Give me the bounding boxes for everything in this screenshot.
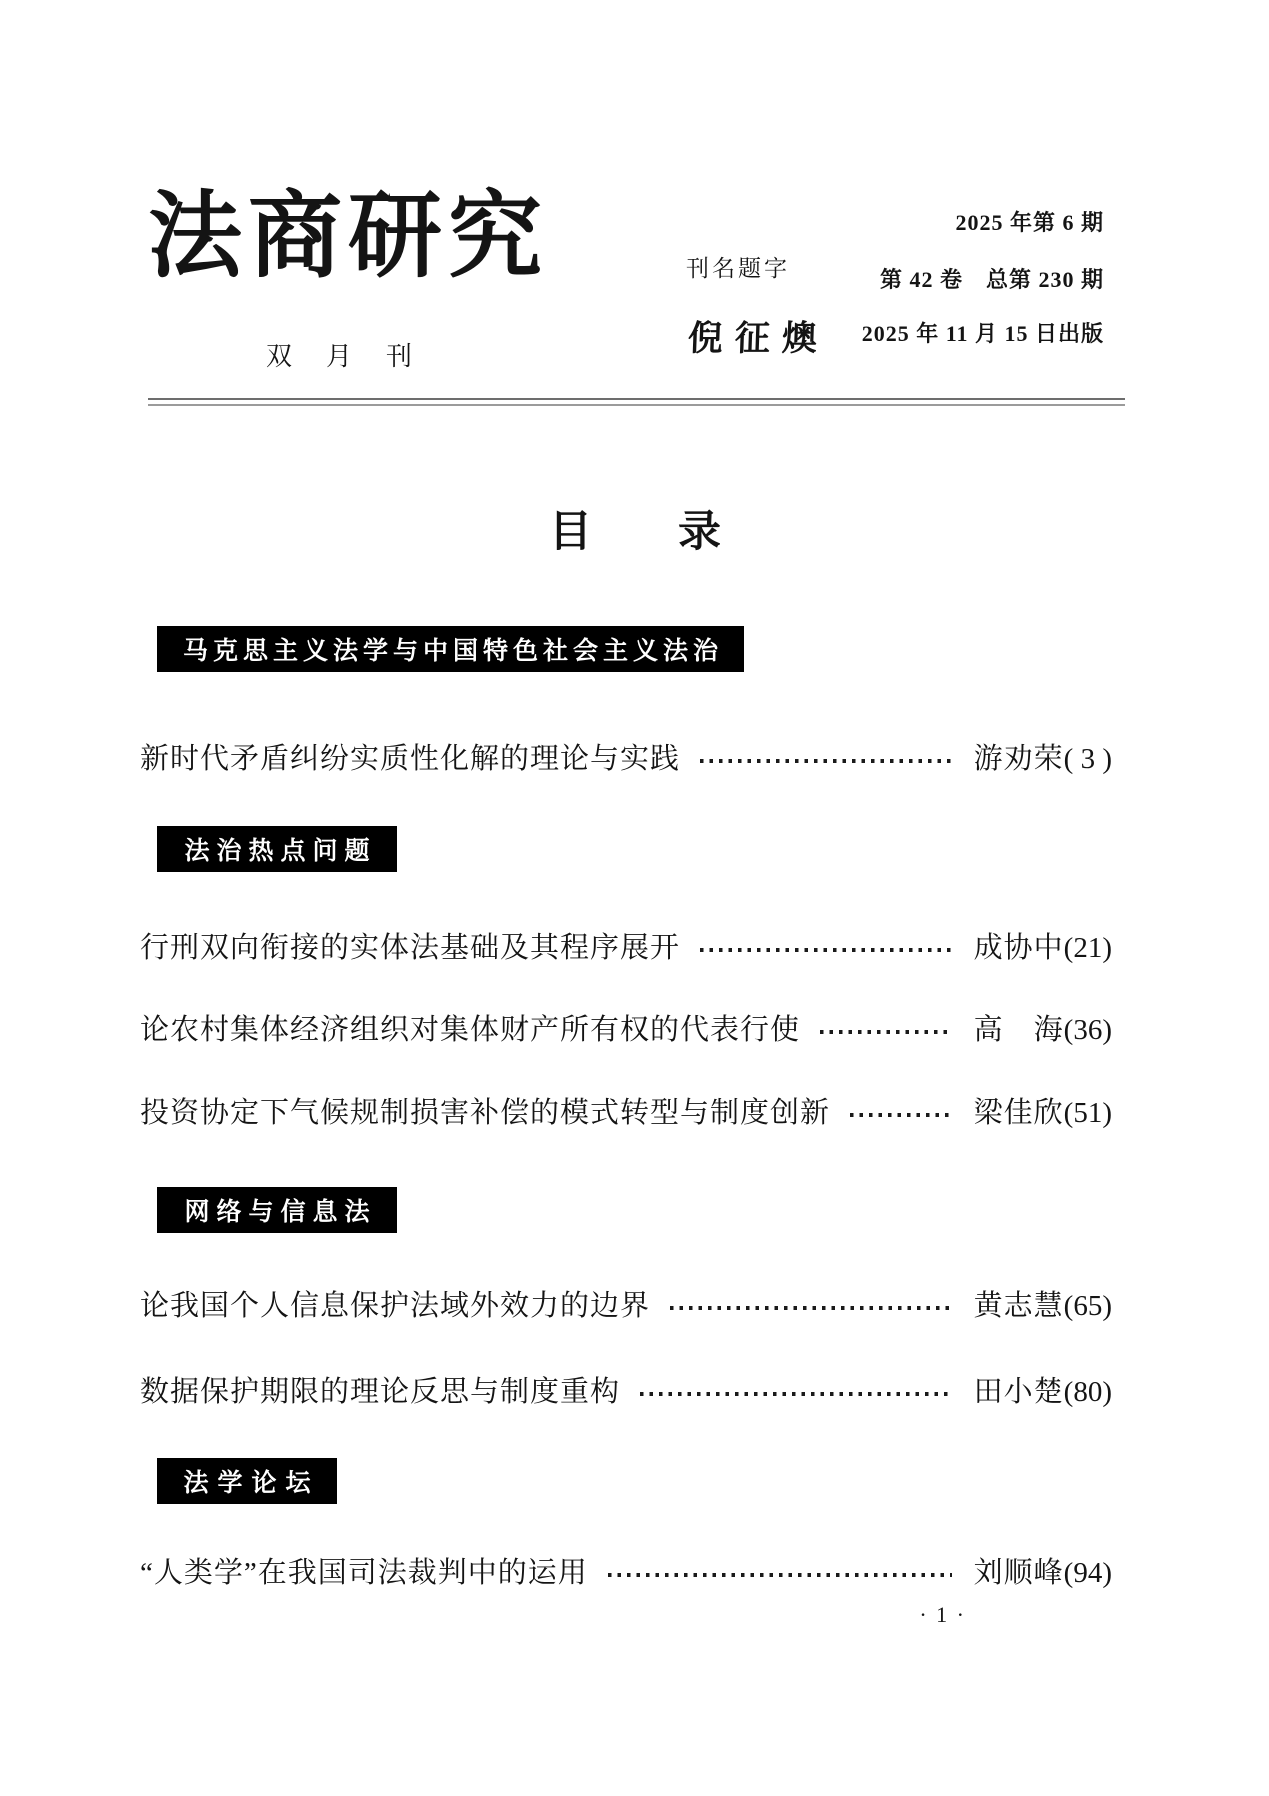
article-title: 行刑双向衔接的实体法基础及其程序展开 [140, 932, 681, 964]
page-number: · 1 · [919, 1602, 966, 1627]
article-author: 成协中 [973, 932, 1064, 964]
section-banner-label: 网络与信息法 [184, 1198, 377, 1226]
article-title: 新时代矛盾纠纷实质性化解的理论与实践 [140, 743, 681, 775]
dotted-leader [820, 1030, 952, 1034]
volume-info: 第 42 卷 总第 230 期 [879, 267, 1104, 292]
toc-title-text: 目录 [549, 508, 807, 556]
article-author: 梁佳欣 [973, 1097, 1064, 1129]
article-title: 论我国个人信息保护法域外效力的边界 [140, 1290, 651, 1322]
article-author: 田小楚 [973, 1376, 1064, 1408]
toc-entry [140, 1374, 1112, 1410]
toc-entry [140, 1012, 1112, 1048]
section-banner [157, 826, 397, 872]
inscription-label: 刊名题字 [686, 256, 790, 281]
section-banner [157, 626, 744, 672]
section-banner [157, 1187, 397, 1233]
article-page: (80) [1063, 1376, 1112, 1408]
section-banner-label: 马克思主义法学与中国特色社会主义法治 [182, 637, 723, 665]
toc-entry [140, 1555, 1112, 1591]
dotted-leader [608, 1573, 952, 1577]
article-page: ( 3 ) [1063, 743, 1112, 775]
section-banner [157, 1458, 337, 1504]
dotted-leader [700, 948, 952, 952]
article-author: 游劝荣 [973, 743, 1064, 775]
article-author: 高 海 [973, 1014, 1064, 1046]
toc-title [140, 498, 1130, 559]
dotted-leader [640, 1392, 952, 1396]
inscription-signature: 倪征燠 [687, 319, 830, 358]
dotted-leader [850, 1113, 952, 1117]
section-banner-label: 法治热点问题 [184, 837, 377, 865]
article-page: (94) [1063, 1557, 1112, 1589]
article-title: 数据保护期限的理论反思与制度重构 [140, 1376, 621, 1408]
article-page: (36) [1063, 1014, 1112, 1046]
journal-frequency: 双月刊 [266, 342, 447, 371]
dotted-leader [670, 1306, 952, 1310]
article-author: 刘顺峰 [973, 1557, 1064, 1589]
dotted-leader [700, 759, 952, 763]
header-divider [148, 398, 1125, 406]
toc-entry [140, 741, 1112, 777]
toc-entry [140, 1288, 1112, 1324]
section-banner-label: 法学论坛 [183, 1469, 320, 1497]
article-title: 投资协定下气候规制损害补偿的模式转型与制度创新 [140, 1097, 831, 1129]
article-title: 论农村集体经济组织对集体财产所有权的代表行使 [140, 1014, 801, 1046]
article-page: (51) [1063, 1097, 1112, 1129]
publish-date: 2025 年 11 月 15 日出版 [861, 321, 1104, 346]
article-page: (65) [1063, 1290, 1112, 1322]
toc-entry [140, 930, 1112, 966]
article-author: 黄志慧 [973, 1290, 1064, 1322]
journal-title: 法商研究 [148, 185, 549, 289]
toc-entry [140, 1095, 1112, 1131]
article-title: “人类学”在我国司法裁判中的运用 [140, 1557, 588, 1589]
issue-number: 2025 年第 6 期 [955, 210, 1104, 235]
article-page: (21) [1063, 932, 1112, 964]
